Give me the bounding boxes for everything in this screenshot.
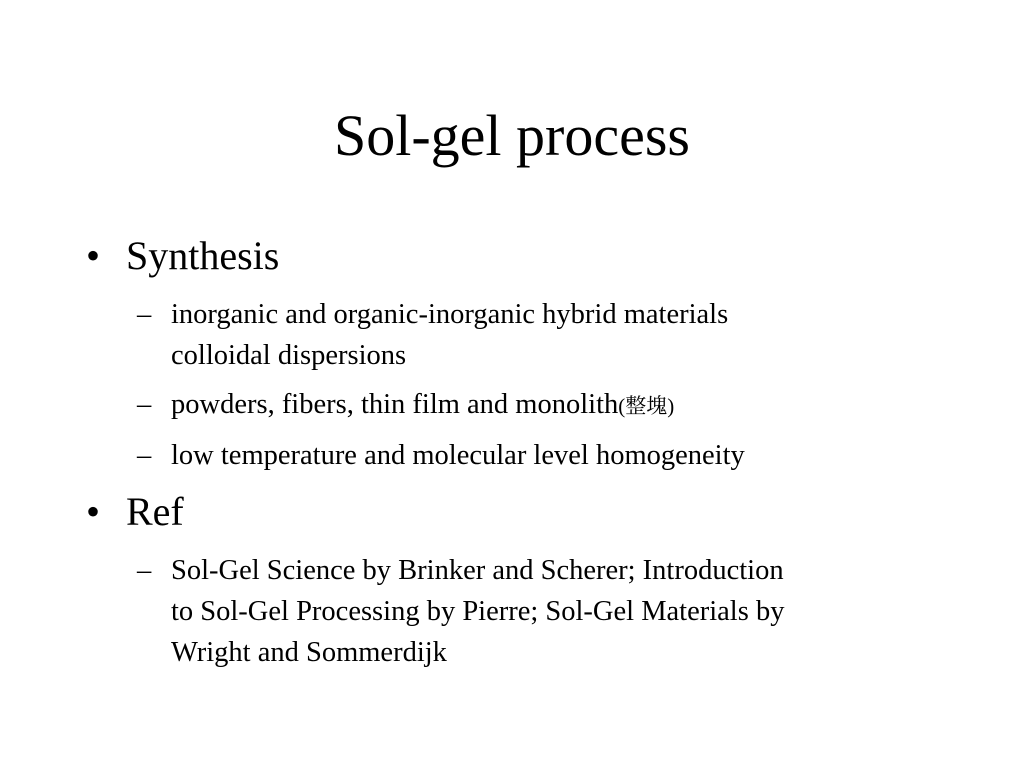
subitem-references — [0, 550, 1024, 673]
dash-icon: – — [137, 555, 152, 586]
synthesis-sublist — [0, 294, 1024, 476]
bullet-label: Ref — [126, 489, 184, 534]
dash-icon: – — [137, 440, 152, 471]
dash-icon: – — [137, 299, 152, 330]
subitem-line: Wright and Sommerdijk — [171, 637, 447, 668]
subitem-line: inorganic and organic-inorganic hybrid materials — [171, 299, 729, 330]
dash-icon: – — [137, 389, 152, 420]
bullet-ref — [0, 486, 1024, 538]
subitem-text: low temperature and molecular level homogeneity — [171, 440, 745, 471]
bullet-icon: • — [86, 233, 101, 278]
subitem-low-temperature — [0, 435, 1024, 476]
bullet-synthesis — [0, 230, 1024, 282]
subitem-suffix: (整塊) — [618, 394, 675, 418]
subitem-powders — [0, 384, 1024, 427]
subitem-hybrid-materials — [0, 294, 1024, 376]
slide-title: Sol-gel process — [334, 103, 690, 168]
subitem-line: Sol-Gel Science by Brinker and Scherer; Introduction — [171, 555, 784, 586]
subitem-text: powders, fibers, thin film and monolith — [171, 389, 619, 420]
subitem-line: colloidal dispersions — [171, 340, 407, 371]
ref-sublist — [0, 550, 1024, 673]
subitem-line: to Sol-Gel Processing by Pierre; Sol-Gel Materials by — [171, 596, 785, 627]
bullet-icon: • — [86, 489, 101, 534]
slide-content — [0, 230, 1024, 683]
bullet-label: Synthesis — [126, 233, 280, 278]
